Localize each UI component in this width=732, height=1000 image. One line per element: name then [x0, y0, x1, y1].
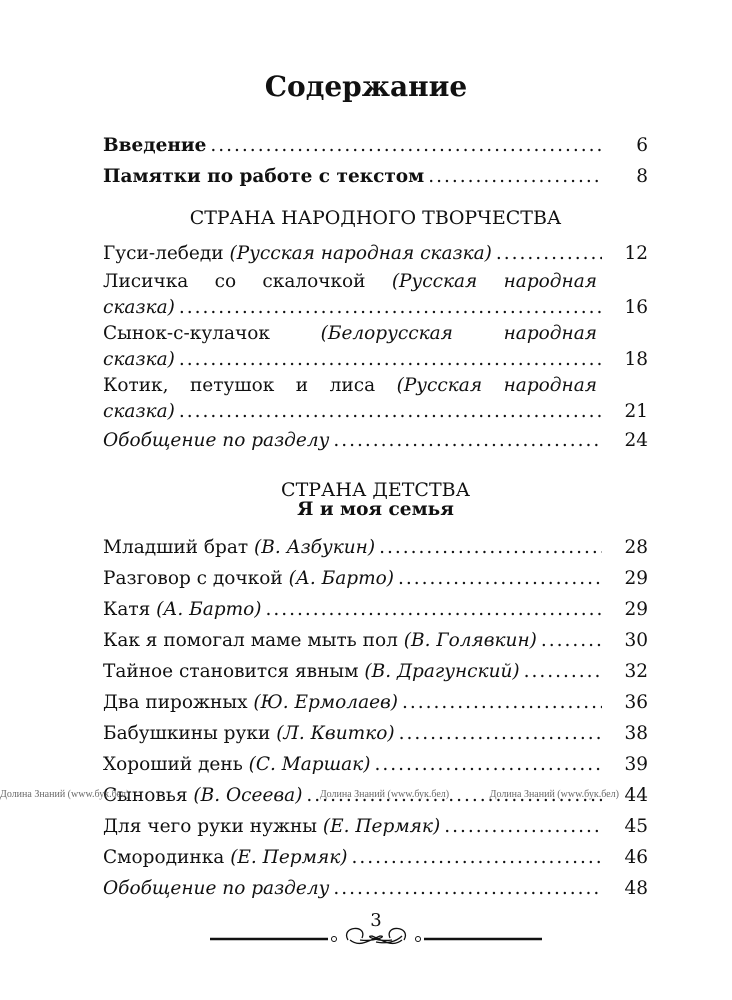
entry-line [103, 269, 597, 295]
entry-author: (А. Барто) [288, 568, 394, 589]
entry-title-text: Смородинка [103, 847, 225, 868]
entry-title [103, 687, 398, 718]
dot-leader [524, 656, 602, 687]
toc-entry[interactable] [103, 749, 648, 780]
entry-title [103, 563, 394, 594]
dot-leader [179, 347, 602, 373]
entry-title [103, 130, 206, 161]
entry-title-text: Памятки по работе с текстом [103, 166, 425, 187]
entry-author: сказка) [103, 401, 175, 422]
toc-intro [103, 130, 648, 192]
entry-line [103, 373, 597, 399]
entry-title [103, 532, 375, 563]
entry-author: (В. Осеева) [193, 785, 303, 806]
toc-entry[interactable] [103, 321, 648, 373]
entry-author: (Е. Пермяк) [322, 816, 441, 837]
watermark-text: Долина Знаний (www.бук.бел) [489, 789, 619, 800]
entry-author: Обобщение по разделу [103, 878, 330, 899]
entry-page: 32 [624, 661, 648, 682]
entry-author: сказка) [103, 349, 175, 370]
entry-title-text: Хороший день [103, 754, 243, 775]
section-heading: СТРАНА НАРОДНОГО ТВОРЧЕСТВА [189, 207, 562, 229]
dot-leader [374, 749, 602, 780]
watermark-text: Долина Знаний (www.бук.бел) [319, 789, 450, 800]
entry-author: (Русская народная [391, 271, 597, 292]
entry-page: 21 [624, 401, 648, 422]
entry-title-text: Катя [103, 599, 151, 620]
dot-leader [179, 399, 602, 425]
toc-entry[interactable] [103, 130, 648, 161]
toc-entry[interactable] [103, 594, 648, 625]
entry-page: 30 [624, 630, 648, 651]
toc-entry[interactable] [103, 238, 648, 269]
entry-page: 46 [624, 847, 648, 868]
toc-section-2 [103, 470, 648, 904]
toc-entry[interactable] [103, 399, 648, 425]
entry-title-text: Введение [103, 135, 207, 156]
dot-leader [541, 625, 602, 656]
entry-title [103, 811, 440, 842]
entry-page: 36 [624, 692, 648, 713]
dot-leader [179, 295, 602, 321]
entry-author: (Л. Квитко) [276, 723, 395, 744]
toc-entry[interactable] [103, 625, 648, 656]
watermark-text: Долина Знаний (www.бук.бел) [0, 789, 130, 800]
entry-author: (В. Голявкин) [403, 630, 537, 651]
toc-entry[interactable] [103, 811, 648, 842]
entry-author: (Е. Пермяк) [230, 847, 348, 868]
toc-entry[interactable] [103, 269, 648, 321]
entry-title [103, 425, 329, 456]
dot-leader [333, 425, 602, 456]
entry-author: (А. Барто) [156, 599, 262, 620]
entry-author: Обобщение по разделу [103, 430, 330, 451]
toc-entry[interactable] [103, 656, 648, 687]
dot-leader [496, 238, 602, 269]
toc-entry[interactable] [103, 161, 648, 192]
entry-page: 12 [624, 243, 648, 264]
dot-leader [444, 811, 602, 842]
entry-page: 39 [624, 754, 648, 775]
dot-leader [379, 532, 602, 563]
toc-entry[interactable] [103, 425, 648, 456]
entry-author: (Ю. Ермолаев) [253, 692, 399, 713]
entry-line [103, 321, 597, 347]
entry-title [103, 161, 424, 192]
entry-title [103, 238, 492, 269]
dot-leader [351, 842, 602, 873]
toc-section-1 [103, 198, 648, 456]
entry-title [103, 873, 329, 904]
toc-entry[interactable] [103, 718, 648, 749]
toc-entry[interactable] [103, 347, 648, 373]
entry-title-text: Два пирожных [103, 692, 248, 713]
entry-title-text: Тайное становится явным [103, 661, 359, 682]
toc-entry[interactable] [103, 842, 648, 873]
entry-title-text: Котик, петушок и лиса [103, 375, 376, 396]
dot-leader [333, 873, 602, 904]
page-footer [210, 910, 542, 950]
toc-entry[interactable] [103, 687, 648, 718]
entry-title [103, 625, 537, 656]
entry-title-text: Гуси-лебеди [103, 243, 224, 264]
entry-title [103, 718, 395, 749]
entry-page: 48 [624, 878, 648, 899]
entry-title [103, 594, 262, 625]
entry-title-text: Бабушкины руки [103, 723, 271, 744]
entry-title [103, 749, 370, 780]
entry-title [103, 347, 175, 373]
entry-page: 28 [624, 537, 648, 558]
entry-title-text: Как я помогал маме мыть пол [103, 630, 398, 651]
entry-author: (Белорусская народная [320, 323, 597, 344]
entry-page: 29 [624, 568, 648, 589]
entry-author: (В. Азбукин) [254, 537, 376, 558]
entry-title-text: Младший брат [103, 537, 249, 558]
section-heading: СТРАНА ДЕТСТВА [281, 479, 470, 501]
toc-entry[interactable] [103, 373, 648, 425]
entry-title-text: Для чего руки нужны [103, 816, 318, 837]
entry-page: 18 [624, 349, 648, 370]
dot-leader [210, 130, 602, 161]
entry-page: 24 [624, 430, 648, 451]
entry-title-text: Лисичка со скалочкой [103, 271, 366, 292]
dot-leader [399, 718, 602, 749]
toc-entry[interactable] [103, 532, 648, 563]
entry-page: 16 [624, 297, 648, 318]
entry-title [103, 399, 175, 425]
page-number: 3 [370, 910, 382, 931]
entry-title-text: Разговор с дочкой [103, 568, 283, 589]
entry-author: (Русская народная [396, 375, 597, 396]
entry-title [103, 656, 520, 687]
entry-page: 45 [624, 816, 648, 837]
dot-leader [398, 563, 602, 594]
dot-leader [428, 161, 602, 192]
entry-author: (В. Драгунский) [364, 661, 520, 682]
section-subheading: Я и моя семья [297, 499, 454, 520]
entry-title [103, 295, 175, 321]
dot-leader [266, 594, 602, 625]
entry-author: (С. Маршак) [248, 754, 371, 775]
entry-title-text: Сыновья [103, 785, 188, 806]
dot-leader [402, 687, 602, 718]
entry-page: 29 [624, 599, 648, 620]
entry-author: (Русская народная сказка) [229, 243, 492, 264]
entry-title [103, 842, 347, 873]
page-title: Содержание [264, 70, 468, 103]
entry-page: 8 [636, 166, 648, 187]
toc-entry[interactable] [103, 873, 648, 904]
entry-author: сказка) [103, 297, 175, 318]
entry-page: 38 [624, 723, 648, 744]
toc-entry[interactable] [103, 295, 648, 321]
entry-page: 44 [624, 785, 648, 806]
entry-title-text: Сынок-с-кулачок [103, 323, 270, 344]
toc-entry[interactable] [103, 563, 648, 594]
watermark [0, 789, 732, 800]
entry-page: 6 [636, 135, 648, 156]
